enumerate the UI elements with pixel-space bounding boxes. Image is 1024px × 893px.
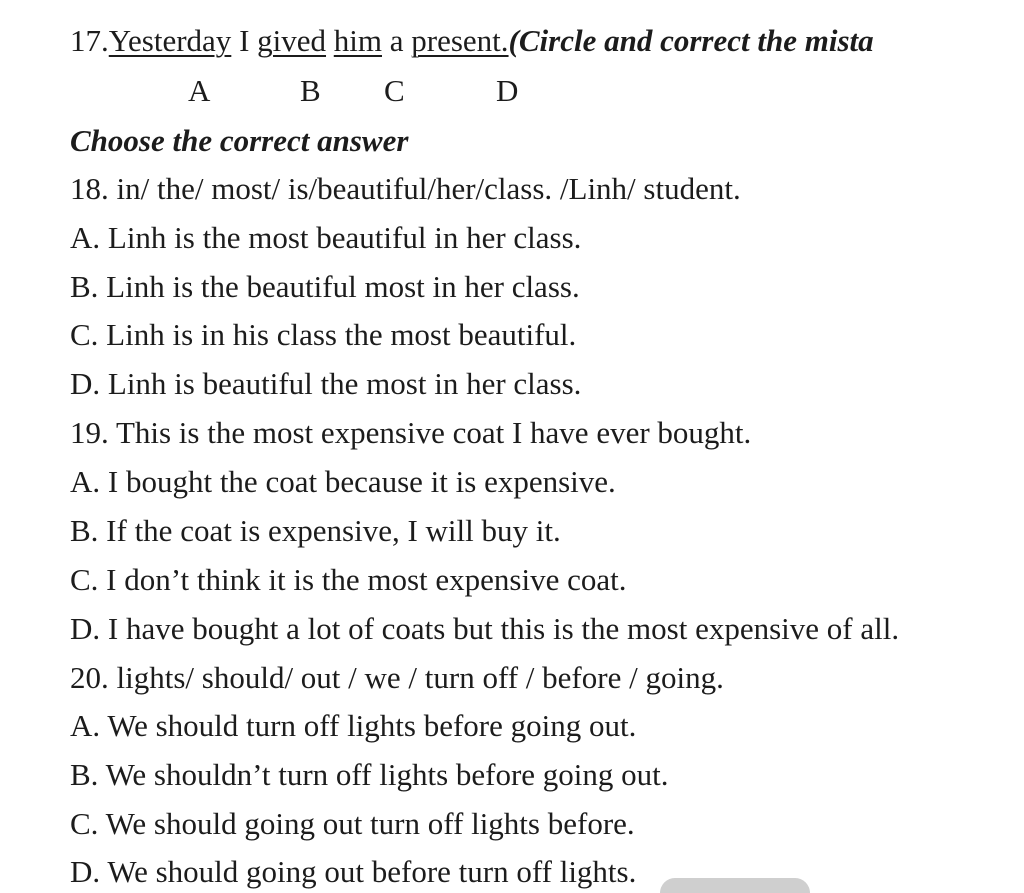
question-18-option-c: C. Linh is in his class the most beautiful. <box>70 317 577 352</box>
answer-letter-a: A <box>188 73 211 108</box>
question-20-option-c: C. We should going out turn off lights before. <box>70 806 635 841</box>
section-heading: Choose the correct answer <box>70 123 409 158</box>
underlined-word-a: Yesterday <box>108 23 232 58</box>
question-17-instruction: (Circle and correct the mista <box>508 23 874 58</box>
question-17-number: 17. <box>70 23 109 58</box>
question-17-space <box>326 23 334 58</box>
question-19-option-a: A. I bought the coat because it is expensive. <box>70 464 616 499</box>
underlined-word-c: him <box>333 23 382 58</box>
answer-letter-b: B <box>300 73 321 108</box>
question-19-option-c: C. I don’t think it is the most expensive coat. <box>70 562 627 597</box>
question-20-option-d: D. We should going out before turn off lights. <box>70 854 637 889</box>
question-19-option-d: D. I have bought a lot of coats but this is the most expensive of all. <box>70 611 900 646</box>
question-18-option-a: A. Linh is the most beautiful in her class. <box>70 220 582 255</box>
question-19-prompt: 19. This is the most expensive coat I have ever bought. <box>70 415 752 450</box>
question-20-option-a: A. We should turn off lights before going out. <box>70 708 637 743</box>
answer-letter-c: C <box>384 73 405 108</box>
underlined-word-d: present. <box>411 23 509 58</box>
question-18-option-b: B. Linh is the beautiful most in her class. <box>70 269 580 304</box>
scroll-indicator[interactable] <box>660 878 810 893</box>
question-20-prompt: 20. lights/ should/ out / we / turn off / before / going. <box>70 660 724 695</box>
question-19-option-b: B. If the coat is expensive, I will buy it. <box>70 513 561 548</box>
question-18-option-d: D. Linh is beautiful the most in her class. <box>70 366 582 401</box>
question-18-prompt: 18. in/ the/ most/ is/beautiful/her/class. /Linh/ student. <box>70 171 741 206</box>
question-20-option-b: B. We shouldn’t turn off lights before going out. <box>70 757 669 792</box>
question-17-text: I <box>231 23 258 58</box>
question-17 <box>70 22 874 60</box>
underlined-word-b: gived <box>257 23 327 58</box>
answer-letter-d: D <box>496 73 519 108</box>
question-17-text: a <box>382 23 412 58</box>
